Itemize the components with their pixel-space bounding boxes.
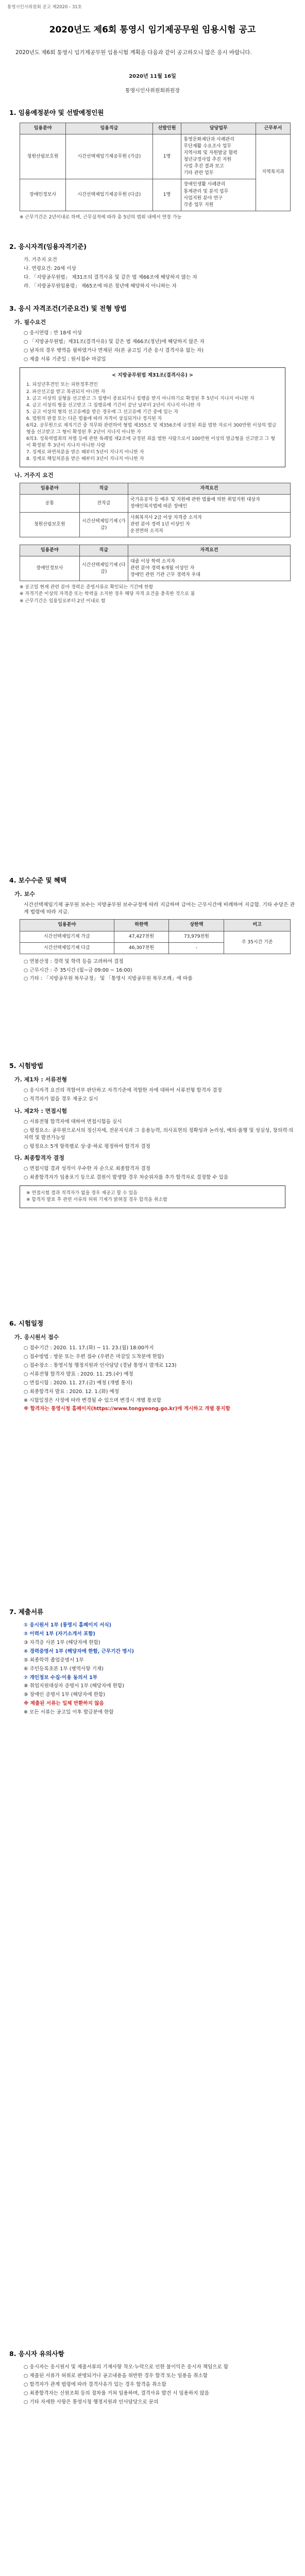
list-item: ○ 평정요소: 공무원으로서의 정신자세, 전문지식과 그 응용능력, 의사표현의 정확성과 논리성, 예의·품행 및 성실성, 창의력·의지력 및 발전가능성: [24, 1127, 294, 1141]
list-item: ○ 면접시험 : 2020. 11. 27.(금) 예정 (개별 통지): [24, 1380, 132, 1386]
list-item: ※ 제출된 서류는 일체 반환하지 않음: [24, 1701, 104, 1707]
req-item: 대졸 이상 학력 소지자: [130, 559, 175, 565]
table-cell: 시간선택제임기제 (다급): [79, 556, 128, 581]
page-title: 2020년도 제6회 통영시 임기제공무원 임용시험 공고: [49, 25, 256, 35]
box-line: 3. 금고 이상의 실형을 선고받고 그 집행이 종료되거나 집행을 받지 아니하기로 확정된 후 5년이 지나지 아니한 자: [26, 396, 255, 401]
table-cell: [128, 513, 291, 537]
req-item: 관련 분야 경력 1년 이상인 자: [130, 522, 190, 528]
subsection-heading: 가. 보수: [14, 891, 35, 898]
list-item: ③ 자격증 사본 1부 (해당자에 한함): [24, 1639, 100, 1646]
duty-item: 청년규정사업 추진 지원: [183, 157, 232, 163]
table-header: 임용분야: [20, 123, 66, 134]
list-item: ○ 남자의 경우 병역을 필하였거나 면제된 자(본 공고일 기준 응시 결격사유 없는 자): [24, 347, 204, 353]
duty-item: 지역사회 및 자원발굴 협력: [183, 150, 238, 156]
table-row: [20, 134, 291, 179]
req-item: 장애인 관련 기관 근무 경력자 우대: [130, 572, 201, 578]
section-heading: 8. 응시자 유의사항: [9, 2350, 64, 2358]
table-note: ※ 근무기간은 2년이내로 하며, 근무실적에 따라 총 5년의 범위 내에서 연장 가능: [20, 214, 182, 220]
salary-table: [20, 919, 291, 954]
list-item: ○ 응시자격 요건의 적합여부 판단하고 자격기준에 적합한 자에 대하여 서류전형 합격자 결정: [24, 1088, 222, 1094]
list-item: ② 이력서 1부 (자기소개서 포함): [24, 1631, 95, 1637]
list-item: ※ 시험일정은 사정에 따라 변경될 수 있으며 변경시 개별 통보함: [24, 1397, 162, 1403]
box-line: 6. 법원의 판결 또는 다른 법률에 따라 자격이 상실되거나 정지된 자: [26, 416, 162, 421]
list-item: ⑤ 최종학력 졸업증명서 1부: [24, 1657, 84, 1663]
duty-item: 각종 업무 지원: [183, 202, 214, 208]
duty-item: 사업지원 분야 연구: [183, 195, 223, 201]
list-item: ※ 모든 서류는 공고일 이후 발급분에 한함: [24, 1709, 114, 1716]
list-item: ⑧ 취업지원대상자 증명서 1부 (해당자에 한함): [24, 1683, 124, 1689]
list-item: ○ 접수방법 : 방문 또는 우편 접수 (우편은 마감일 도착분에 한함): [24, 1353, 164, 1360]
table-note: ※ 자격기준 이상의 자격증 또는 학력을 소지한 경우 해당 자격 요건을 충족한 것으로 봄: [20, 591, 195, 597]
section-exam-method: [9, 1061, 296, 1212]
table-cell: 47,427천원: [114, 931, 169, 942]
table-cell: 시간선택제임기제공무원 (다급): [66, 179, 152, 211]
box-line: 8. 징계로 해임처분을 받은 때부터 3년이 지나지 아니한 자: [26, 456, 144, 462]
table-cell: 시간선택제임기제 (가급): [79, 513, 128, 537]
list-item: ⑥ 주민등록초본 1부 (병역사항 기재): [24, 1666, 104, 1672]
list-item: ○ 적격자가 없을 경우 재공고 실시: [24, 1096, 98, 1102]
duty-item: 무단재활 수요조사 업무: [183, 144, 232, 149]
list-item: ※ 합격자는 통영시청 홈페이지(https://www.tongyeong.go.kr)에 게시하고 개별 통지함: [24, 1406, 230, 1412]
section-heading: 2. 응시자격(임용자격기준): [9, 243, 87, 250]
section-heading: 3. 응시 자격조건(기준요건) 및 전형 방법: [9, 304, 127, 312]
list-item: ○ 근무시간 : 주 35시간 (월~금 09:00 ~ 16:00): [24, 967, 132, 973]
subsection-heading: 나. 거주지 요건: [14, 472, 54, 479]
table-row: [20, 931, 291, 942]
table-header: 임용분야: [20, 545, 80, 556]
qualification-table-2: [20, 545, 291, 581]
issuing-organization: 통영시인사위원회위원장: [125, 88, 180, 94]
table-header: 직급: [79, 483, 128, 494]
section-schedule: [9, 1319, 296, 1414]
table-note: ※ 공고일 현재 관련 분야 경력은 증빙서류로 확인되는 기간에 한함: [20, 585, 154, 590]
list-item: ○ 서류전형 합격자에 대하여 면접시험을 실시: [24, 1118, 122, 1125]
table-header: 담당업무: [181, 123, 256, 134]
section-heading: 4. 보수수준 및 혜택: [9, 876, 67, 884]
table-cell: 장애인정보사: [20, 556, 80, 581]
duty-item: 기타 관련 업무: [183, 171, 214, 176]
table-header: 하한액: [114, 920, 169, 931]
list-item: 가. 거주지 요건: [24, 257, 57, 263]
table-cell: -: [169, 942, 224, 954]
box-line: 6의2. 공무원으로 재직기간 중 직무와 관련하여 형법 제355조 및 제356조에 규정된 죄를 범한 자로서 300만원 이상의 벌금형을 선고받고 그 형이 확정된 후 2년이 지나지 아니한 자: [26, 422, 277, 435]
table-cell: [128, 556, 291, 581]
list-item: ⑦ 개인정보 수집·이용 동의서 1부: [24, 1674, 98, 1681]
table-cell: 시간선택제임기제공무원 (가급): [66, 134, 152, 179]
disqualification-box: [20, 367, 285, 467]
box-line: 6의3. 성폭력범죄의 처벌 등에 관한 특례법 제2조에 규정된 죄를 범한 사람으로서 100만원 이상의 벌금형을 선고받고 그 형이 확정된 후 3년이 지나지 아니한 사람: [26, 436, 275, 448]
exam-note-box: [20, 1185, 285, 1208]
list-item: ○ 면접시험 결과 성적이 우수한 자 순으로 최종합격자 결정: [24, 1166, 150, 1172]
table-header: 자격요건: [128, 483, 291, 494]
table-cell: 장애인정보사: [20, 179, 66, 211]
table-row: [20, 179, 291, 211]
subsection-heading: 나. 제2차 : 면접시험: [14, 1107, 67, 1114]
section-documents: [9, 1607, 296, 1718]
announcement-date: 2020년 11월 16일: [129, 74, 176, 79]
table-cell: 시간선택제임기제 다급: [20, 942, 114, 954]
list-item: ○ 접수장소 : 통영시청 행정지원과 인사담당 (경남 통영시 발개로 123): [24, 1362, 177, 1368]
table-header: 상한액: [169, 920, 224, 931]
table-cell: 1명: [152, 179, 181, 211]
table-cell: 청원산림보호원: [20, 513, 80, 537]
list-item: 라. 「지방공무원임용령」 제65조에 따른 정년에 해당하지 아니하는 자: [24, 283, 177, 289]
list-item: ○ 최종합격자 발표 : 2020. 12. 1.(화) 예정: [24, 1388, 119, 1395]
qualification-table: [20, 483, 291, 537]
table-cell: 청원산림보호원: [20, 134, 66, 179]
req-item: 장애인복지법에 따른 장애인: [130, 504, 188, 510]
table-note: ※ 근무기간은 임용일로부터 2년 이내로 함: [20, 598, 106, 604]
list-item: ○ 「지방공무원법」제31조(결격사유) 및 같은 법 제66조(정년)에 해당하지 않은 자: [24, 338, 205, 345]
list-item: ○ 최종합격자는 신원조회 등의 절차를 거쳐 임용하며, 결격사유 발견 시 임용하지 않음: [24, 2390, 210, 2396]
box-line: 2. 파산선고를 받고 복권되지 아니한 자: [26, 389, 106, 395]
table-cell: 73,979천원: [169, 931, 224, 942]
box-line: 5. 금고 이상의 형의 선고유예를 받은 경우에 그 선고유예 기간 중에 있는 자: [26, 409, 179, 415]
table-row: [20, 556, 291, 581]
table-header: 근무부서: [256, 123, 290, 134]
list-item: ○ 최종합격자가 임용포기 등으로 결원이 발생할 경우 차순위자를 추가 합격자로 결정할 수 있음: [24, 1175, 229, 1181]
subsection-heading: 가. 응시원서 접수: [14, 1334, 59, 1341]
table-cell: [181, 134, 256, 179]
duty-item: 통계관리 및 분석 업무: [183, 189, 229, 194]
box-line: 4. 금고 이상의 형을 선고받고 그 집행유예 기간이 끝난 날부터 2년이 지나지 아니한 자: [26, 402, 201, 408]
table-cell: 지역복지과: [256, 134, 290, 211]
list-item: 다. 「지방공무원법」 제31조의 결격사유 및 같은 법 제66조에 해당하지 않는 자: [24, 274, 197, 280]
subsection-heading: 다. 최종합격자 결정: [14, 1155, 64, 1162]
table-header: 자격요건: [128, 545, 291, 556]
list-item: ○ 평정요소 5개 항목별로 상·중·하로 평정하여 합격자 결정: [24, 1143, 150, 1149]
duty-item: 장애인생활 사례관리: [183, 182, 226, 188]
section-heading: 6. 시험일정: [9, 1319, 44, 1327]
req-item: 운전면허 소지자: [130, 529, 163, 534]
req-item: 국가유공자 등 예우 및 지원에 관한 법률에 의한 취업지원 대상자: [130, 497, 260, 502]
table-row: [20, 495, 291, 513]
table-row: [20, 513, 291, 537]
table-cell: 주 35시간 기준: [224, 931, 291, 954]
section-requirements: [9, 304, 296, 609]
list-item: ○ 제출된 서류가 허위로 판명되거나 공고내용을 위반한 경우 합격 또는 임용을 취소함: [24, 2373, 208, 2379]
section-eligibility: [9, 242, 296, 292]
req-item: 관련 분야 경력 6개월 이상인 자: [130, 566, 195, 571]
duty-item: 사업 추진 결과 보고: [183, 164, 224, 170]
list-item: ④ 경력증명서 1부 (해당자에 한함, 근무기간 명시): [24, 1648, 134, 1654]
table-cell: 1명: [152, 134, 181, 179]
list-item: ⑨ 장애인 증명서 1부 (해당자에 한함): [24, 1692, 105, 1698]
req-item: 사회복지사 2급 이상 자격증 소지자: [130, 515, 202, 521]
table-header: 선발인원: [152, 123, 181, 134]
section-heading: 7. 제출서류: [9, 1608, 44, 1616]
section-salary: [9, 876, 296, 984]
list-item: ○ 기타 : 「지방공무원 복무규정」 및 「통영시 지방공무원 복무조례」에 따름: [24, 976, 193, 982]
list-item: ○ 기타 자세한 사항은 통영시청 행정지원과 인사담당으로 문의: [24, 2399, 159, 2405]
table-cell: 시간선택제임기제 가급: [20, 931, 114, 942]
table-header: 직급: [79, 545, 128, 556]
duty-item: 통영문화재단과 사례관리: [183, 137, 234, 143]
list-item: ○ 응시자는 응시원서 및 제출서류의 기재사항 착오·누락으로 인한 불이익은 응시자 책임으로 함: [24, 2364, 229, 2370]
table-header: 임용분야: [20, 920, 114, 931]
announcement-number: 통영시인사위원회 공고 제2020 - 31호: [7, 5, 82, 10]
section-heading: 1. 임용예정분야 및 선발예정인원: [9, 109, 104, 116]
list-item: ○ 연봉산정 : 경력 및 학력 등을 고려하여 결정: [24, 958, 124, 964]
table-cell: 전직급: [79, 495, 128, 513]
section-heading: 5. 시험방법: [9, 1062, 44, 1070]
list-item: 나. 연령요건: 20세 이상: [24, 266, 76, 272]
salary-text: 시간선택제임기제 공무원 보수는 지방공무원 보수규정에 따라 지급하며 급여는 근무시간에 비례하여 지급함. 기타 수당은 관계 법령에 따라 지급.: [24, 902, 295, 916]
list-item: ○ 응시연령 : 만 18세 이상: [24, 330, 82, 336]
subsection-heading: 가. 제1차 : 서류전형: [14, 1076, 67, 1083]
intro-text: 2020년도 제6회 통영시 임기제공무원 임용시험 계획을 다음과 같이 공고하오니 많은 응시 바랍니다.: [15, 49, 252, 56]
box-line: 7. 징계로 파면처분을 받은 때부터 5년이 지나지 아니한 자: [26, 449, 144, 455]
table-cell: [181, 179, 256, 211]
list-item: ○ 서류전형 합격자 발표 : 2020. 11. 25.(수) 예정: [24, 1371, 133, 1377]
table-cell: [128, 495, 291, 513]
subsection-heading: 가. 필수요건: [14, 319, 46, 326]
box-title: < 지방공무원법 제31조(결격사유) >: [112, 372, 193, 378]
box-line: ※ 합격자 발표 후 관련 서류의 허위 기재가 밝혀질 경우 합격을 취소함: [26, 1197, 167, 1203]
list-item: ○ 제출 서류 기준일 : 원서접수 마감일: [24, 356, 106, 362]
list-item: ○ 접수기간 : 2020. 11. 17.(화) ~ 11. 23.(월) 18:00까지: [24, 1345, 154, 1351]
list-item: ① 응시원서 1부 (통영시 홈페이지 서식): [24, 1622, 112, 1629]
section-positions: [9, 108, 296, 225]
table-cell: 공통: [20, 495, 80, 513]
box-line: 1. 피성년후견인 또는 피한정후견인: [26, 382, 98, 388]
box-line: ※ 면접시험 결과 적격자가 없을 경우 재공고 할 수 있음: [26, 1191, 138, 1196]
table-header: 비고: [224, 920, 291, 931]
positions-table: [20, 123, 291, 211]
table-cell: 46,307천원: [114, 942, 169, 954]
section-notice: [9, 2349, 296, 2408]
table-header: 임용분야: [20, 483, 80, 494]
list-item: ○ 합격자가 관계 법령에 따라 결격사유가 있는 경우 합격을 취소함: [24, 2381, 166, 2387]
table-header: 임용직급: [66, 123, 152, 134]
